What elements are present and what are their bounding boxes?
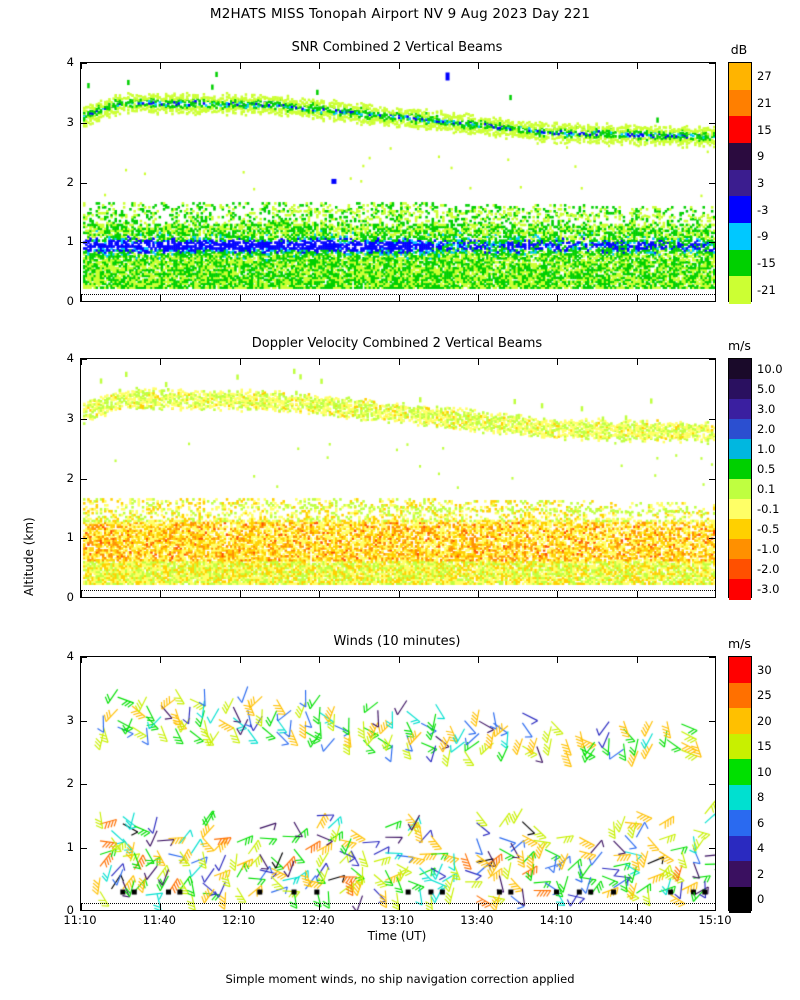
x-tick-mark	[478, 295, 479, 301]
x-tick-mark	[160, 657, 161, 663]
colorbar-segment	[729, 479, 751, 500]
x-tick-label: 13:40	[460, 913, 494, 927]
panel-doppler-title: Doppler Velocity Combined 2 Vertical Beams	[251, 336, 543, 351]
y-tick-mark	[709, 63, 715, 64]
colorbar-segment	[729, 276, 751, 303]
colorbar-doppler	[728, 338, 783, 596]
y-tick-mark	[81, 784, 87, 785]
x-tick-mark	[557, 63, 558, 69]
colorbar-doppler-title: m/s	[728, 338, 751, 353]
colorbar-segment	[729, 499, 751, 520]
x-tick-mark	[478, 63, 479, 69]
colorbar-segment	[729, 379, 751, 400]
y-tick-label: 1	[66, 530, 74, 545]
y-tick-mark	[81, 419, 87, 420]
colorbar-tick-label: -1.0	[757, 542, 780, 556]
x-axis-label: Time (UT)	[367, 929, 427, 943]
y-tick-label: 2	[66, 776, 74, 790]
y-tick-mark	[81, 479, 87, 480]
colorbar-segment	[729, 708, 751, 734]
y-tick-mark	[81, 183, 87, 184]
x-tick-label: 14:40	[619, 913, 653, 927]
x-tick-label: 13:10	[380, 913, 415, 927]
panel-snr-plot	[80, 62, 716, 302]
x-tick-mark	[81, 591, 82, 597]
y-tick-label: 2	[66, 174, 74, 189]
colorbar-segment	[729, 399, 751, 420]
x-tick-mark	[240, 295, 241, 301]
x-tick-mark	[81, 359, 82, 365]
colorbar-tick-label: -2.0	[757, 562, 780, 576]
colorbar-segment	[729, 459, 751, 480]
colorbar-tick-label: 3.0	[757, 402, 776, 416]
panel-doppler	[22, 336, 714, 604]
x-tick-mark	[399, 295, 400, 301]
y-tick-label: 3	[66, 712, 74, 727]
x-tick-mark	[81, 657, 82, 663]
colorbar-tick-label: -0.5	[757, 522, 780, 536]
y-tick-mark	[709, 784, 715, 785]
colorbar-segment	[729, 250, 751, 277]
x-tick-label: 11:40	[142, 913, 176, 927]
colorbar-segment	[729, 116, 751, 143]
colorbar-tick-label: -3	[757, 202, 769, 217]
y-tick-mark	[709, 657, 715, 658]
y-tick-mark	[709, 538, 715, 539]
zero-reference-line	[81, 294, 715, 295]
colorbar-segment	[729, 734, 751, 760]
colorbar-segment	[729, 579, 751, 600]
y-tick-label: 1	[66, 839, 74, 854]
colorbar-tick-label: 8	[757, 790, 765, 805]
x-tick-mark	[478, 657, 479, 663]
x-tick-mark	[160, 63, 161, 69]
colorbar-tick-label: 0.5	[757, 462, 776, 476]
colorbar-segment	[729, 539, 751, 560]
colorbar-tick-label: 2.0	[757, 422, 776, 436]
y-tick-mark	[709, 183, 715, 184]
colorbar-segment	[729, 196, 751, 223]
figure-title: M2HATS MISS Tonopah Airport NV 9 Aug 2023 Day 221	[209, 6, 591, 22]
y-tick-label: 4	[66, 351, 74, 365]
x-tick-mark	[240, 359, 241, 365]
colorbar-segment	[729, 559, 751, 580]
y-tick-label: 0	[66, 903, 74, 917]
x-tick-mark	[399, 359, 400, 365]
y-tick-mark	[709, 479, 715, 480]
x-tick-mark	[399, 591, 400, 597]
x-tick-mark	[160, 359, 161, 365]
y-tick-mark	[709, 123, 715, 124]
colorbar-segment	[729, 657, 751, 683]
colorbar-tick-label: 9	[757, 149, 765, 164]
colorbar-tick-label: -0.1	[757, 502, 780, 516]
panel-snr	[66, 40, 714, 308]
y-tick-label: 3	[66, 114, 74, 129]
y-tick-mark	[81, 538, 87, 539]
y-axis-label: Altitude (km)	[22, 517, 36, 596]
panel-winds	[63, 634, 732, 943]
x-tick-mark	[637, 657, 638, 663]
colorbar-segment	[729, 223, 751, 250]
colorbar-segment	[729, 90, 751, 117]
x-tick-mark	[399, 657, 400, 663]
x-tick-mark	[81, 295, 82, 301]
y-tick-mark	[709, 721, 715, 722]
colorbar-tick-label: 0	[757, 892, 765, 907]
colorbar-snr	[728, 42, 776, 300]
colorbar-tick-label: 25	[757, 688, 772, 703]
x-tick-mark	[319, 657, 320, 663]
x-tick-mark	[81, 63, 82, 69]
colorbar-segment	[729, 810, 751, 836]
x-tick-mark	[637, 591, 638, 597]
y-tick-mark	[709, 242, 715, 243]
panel-doppler-plot	[80, 358, 716, 598]
colorbar-tick-label: 3	[757, 176, 765, 190]
zero-reference-line	[81, 590, 715, 591]
figure-footnote: Simple moment winds, no ship navigation correction applied	[225, 972, 575, 986]
panel-winds-title: Winds (10 minutes)	[333, 634, 461, 649]
x-tick-mark	[557, 295, 558, 301]
x-tick-mark	[637, 63, 638, 69]
x-tick-mark	[478, 359, 479, 365]
colorbar-tick-label: 27	[757, 69, 772, 84]
x-tick-mark	[557, 359, 558, 365]
colorbar-tick-label: 2	[757, 866, 765, 881]
y-tick-label: 4	[66, 649, 74, 663]
colorbar-tick-label: 6	[757, 815, 765, 830]
x-tick-mark	[319, 63, 320, 69]
colorbar-tick-label: 20	[757, 713, 772, 728]
colorbar-segment	[729, 759, 751, 785]
colorbar-winds-title: m/s	[728, 636, 751, 651]
y-tick-label: 2	[66, 470, 74, 485]
x-tick-label: 15:10	[698, 913, 732, 927]
colorbar-tick-label: 10	[757, 764, 772, 779]
colorbar-tick-label: 1.0	[757, 442, 776, 456]
colorbar-winds	[728, 636, 772, 909]
x-tick-mark	[319, 591, 320, 597]
colorbar-tick-label: 21	[757, 96, 772, 110]
x-tick-mark	[240, 657, 241, 663]
colorbar-segment	[729, 887, 751, 913]
colorbar-tick-label: 5.0	[757, 382, 776, 396]
y-tick-mark	[709, 359, 715, 360]
y-tick-mark	[709, 419, 715, 420]
y-tick-mark	[709, 848, 715, 849]
colorbar-segment	[729, 861, 751, 887]
y-tick-label: 0	[66, 590, 74, 604]
x-tick-mark	[319, 295, 320, 301]
x-tick-mark	[319, 359, 320, 365]
colorbar-segment	[729, 63, 751, 90]
y-tick-label: 4	[66, 55, 74, 69]
x-tick-mark	[240, 63, 241, 69]
zero-reference-line	[81, 903, 715, 904]
y-tick-mark	[81, 721, 87, 722]
x-tick-mark	[637, 359, 638, 365]
y-tick-label: 0	[66, 294, 74, 308]
colorbar-tick-label: 10.0	[757, 362, 783, 376]
x-tick-mark	[240, 591, 241, 597]
colorbar-tick-label: -15	[757, 256, 776, 270]
colorbar-segment	[729, 419, 751, 440]
x-tick-label: 12:10	[222, 913, 256, 927]
x-tick-label: 14:10	[539, 913, 573, 927]
colorbar-segment	[729, 143, 751, 170]
x-tick-label: 11:10	[63, 913, 97, 927]
colorbar-tick-label: 0.1	[757, 482, 776, 496]
x-tick-label: 12:40	[301, 913, 335, 927]
x-tick-mark	[637, 295, 638, 301]
colorbar-tick-label: 30	[757, 662, 772, 677]
y-tick-mark	[81, 242, 87, 243]
x-tick-mark	[557, 591, 558, 597]
colorbar-tick-label: -9	[757, 229, 769, 244]
colorbar-segment	[729, 785, 751, 811]
x-tick-mark	[399, 63, 400, 69]
colorbar-segment	[729, 683, 751, 709]
colorbar-tick-label: -21	[757, 282, 776, 297]
y-tick-label: 3	[66, 410, 74, 425]
x-tick-mark	[478, 591, 479, 597]
y-tick-label: 1	[66, 234, 74, 249]
colorbar-segment	[729, 836, 751, 862]
colorbar-segment	[729, 170, 751, 197]
x-tick-mark	[160, 295, 161, 301]
colorbar-tick-label: 4	[757, 841, 765, 856]
panel-winds-plot	[80, 656, 716, 911]
colorbar-snr-title: dB	[730, 42, 748, 57]
x-tick-mark	[557, 657, 558, 663]
panel-snr-title: SNR Combined 2 Vertical Beams	[291, 40, 503, 55]
colorbar-segment	[729, 439, 751, 460]
colorbar-segment	[729, 359, 751, 380]
colorbar-tick-label: 15	[757, 739, 772, 754]
x-tick-mark	[160, 591, 161, 597]
y-tick-mark	[81, 123, 87, 124]
y-tick-mark	[81, 848, 87, 849]
colorbar-tick-label: 15	[757, 122, 772, 137]
colorbar-tick-label: -3.0	[757, 582, 780, 596]
colorbar-segment	[729, 519, 751, 540]
